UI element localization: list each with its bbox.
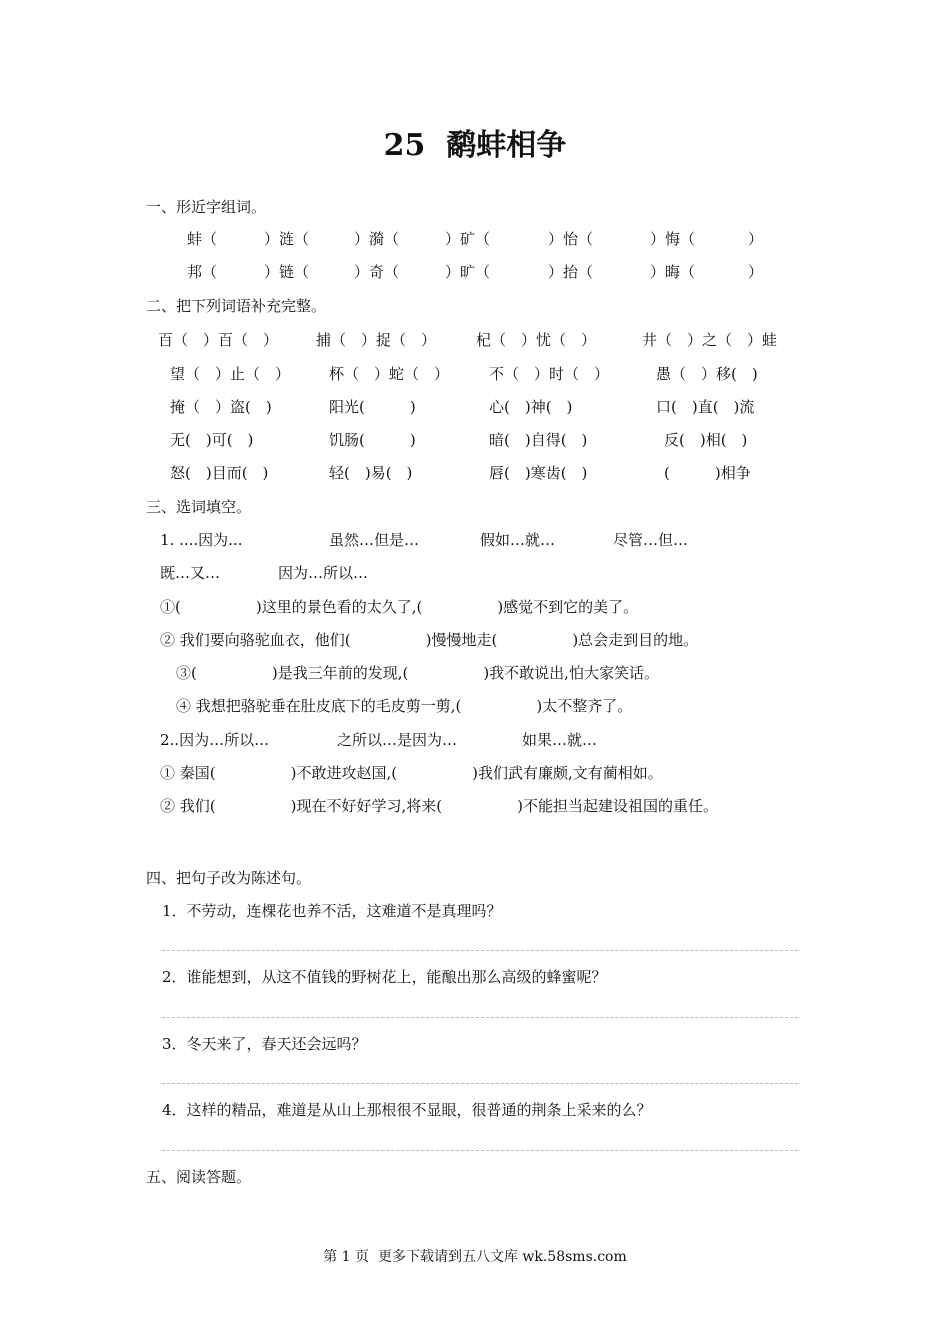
word-choice: 因为…所以… bbox=[278, 564, 369, 582]
word-cell: ）涟（ bbox=[264, 230, 310, 248]
idiom-cell: 阳光( ) bbox=[329, 398, 416, 416]
idiom-cell: 掩（ ）盗( ) bbox=[170, 398, 272, 416]
word-choice: 假如…就… bbox=[480, 531, 556, 549]
word-choice: 尽管…但… bbox=[613, 531, 689, 549]
fill-sentence: ① 秦国( )不敢进攻赵国,( )我们武有廉颇,文有蔺相如。 bbox=[160, 764, 663, 782]
word-choice: 既…又… bbox=[160, 564, 221, 582]
fill-sentence: ② 我们要向骆驼血衣，他们( )慢慢地走( )总会走到目的地。 bbox=[160, 631, 699, 649]
word-choice: 之所以…是因为… bbox=[337, 731, 458, 749]
fill-sentence: ④ 我想把骆驼垂在肚皮底下的毛皮剪一剪,( )太不整齐了。 bbox=[176, 697, 633, 715]
idiom-cell: 唇( )寒齿( ) bbox=[489, 464, 588, 482]
word-cell: ）抬（ bbox=[548, 263, 594, 281]
question: 4．这样的精品，难道是从山上那根很不显眼，很普通的荆条上采来的么？ bbox=[162, 1101, 652, 1119]
word-cell: ）旷（ bbox=[445, 263, 491, 281]
word-cell: ）链（ bbox=[264, 263, 310, 281]
idiom-cell: 捕（ ）捉（ ） bbox=[316, 331, 437, 349]
section-1-heading: 一、形近字组词。 bbox=[146, 198, 267, 216]
word-choice: 虽然…但是… bbox=[329, 531, 420, 549]
word-cell: ） bbox=[748, 263, 764, 281]
section-2-heading: 二、把下列词语补充完整。 bbox=[146, 297, 327, 315]
word-cell: ）奇（ bbox=[354, 263, 400, 281]
idiom-cell: 心( )神( ) bbox=[489, 398, 573, 416]
fill-sentence: ③( )是我三年前的发现,( )我不敢说出,怕大家笑话。 bbox=[176, 664, 659, 682]
page-footer: 第 1 页 更多下载请到五八文库 wk.58sms.com bbox=[323, 1249, 627, 1265]
idiom-cell: 不（ ）时（ ） bbox=[489, 365, 610, 383]
question: 2．谁能想到，从这不值钱的野树花上，能酿出那么高级的蜂蜜呢？ bbox=[162, 968, 607, 986]
idiom-cell: 饥肠( ) bbox=[329, 431, 416, 449]
idiom-cell: 轻( )易( ) bbox=[329, 464, 413, 482]
section-4-heading: 四、把句子改为陈述句。 bbox=[146, 869, 312, 887]
word-cell: ）怡（ bbox=[548, 230, 594, 248]
idiom-cell: 口( )直( )流 bbox=[656, 398, 755, 416]
answer-line[interactable] bbox=[162, 1083, 798, 1084]
answer-line[interactable] bbox=[162, 1017, 798, 1018]
word-cell: ）矿（ bbox=[445, 230, 491, 248]
word-cell: 邦（ bbox=[187, 263, 218, 281]
word-cell: ）悔（ bbox=[650, 230, 696, 248]
idiom-cell: ( )相争 bbox=[664, 464, 751, 482]
idiom-cell: 杞（ ）忧（ ） bbox=[476, 331, 597, 349]
idiom-cell: 无( )可( ) bbox=[170, 431, 254, 449]
fill-sentence: ①( )这里的景色看的太久了,( )感觉不到它的美了。 bbox=[160, 598, 639, 616]
idiom-cell: 百（ ）百（ ） bbox=[158, 331, 279, 349]
idiom-cell: 愚（ ）移( ) bbox=[656, 365, 758, 383]
answer-line[interactable] bbox=[162, 1150, 798, 1151]
word-cell: ）晦（ bbox=[650, 263, 696, 281]
idiom-cell: 怒( )目而( ) bbox=[170, 464, 269, 482]
question: 3．冬天来了，春天还会远吗？ bbox=[162, 1035, 367, 1053]
word-choice: 2..因为…所以… bbox=[160, 731, 270, 749]
idiom-cell: 反( )相( ) bbox=[664, 431, 748, 449]
answer-line[interactable] bbox=[162, 950, 798, 951]
section-3-heading: 三、选词填空。 bbox=[146, 498, 252, 516]
section-5-heading: 五、阅读答题。 bbox=[146, 1168, 252, 1186]
word-cell: ）漪（ bbox=[354, 230, 400, 248]
word-choice: 如果…就… bbox=[522, 731, 598, 749]
idiom-cell: 井（ ）之（ ）蛙 bbox=[642, 331, 778, 349]
word-choice: 1. ....因为... bbox=[160, 531, 243, 549]
word-cell: ） bbox=[748, 230, 764, 248]
question: 1．不劳动，连棵花也养不活，这难道不是真理吗？ bbox=[162, 902, 502, 920]
word-cell: 蚌（ bbox=[187, 230, 218, 248]
idiom-cell: 杯（ ）蛇（ ） bbox=[329, 365, 450, 383]
idiom-cell: 望（ ）止（ ） bbox=[170, 365, 291, 383]
idiom-cell: 暗( )自得( ) bbox=[489, 431, 588, 449]
page-title: 25 鹬蚌相争 bbox=[383, 128, 567, 163]
fill-sentence: ② 我们( )现在不好好学习,将来( )不能担当起建设祖国的重任。 bbox=[160, 797, 718, 815]
